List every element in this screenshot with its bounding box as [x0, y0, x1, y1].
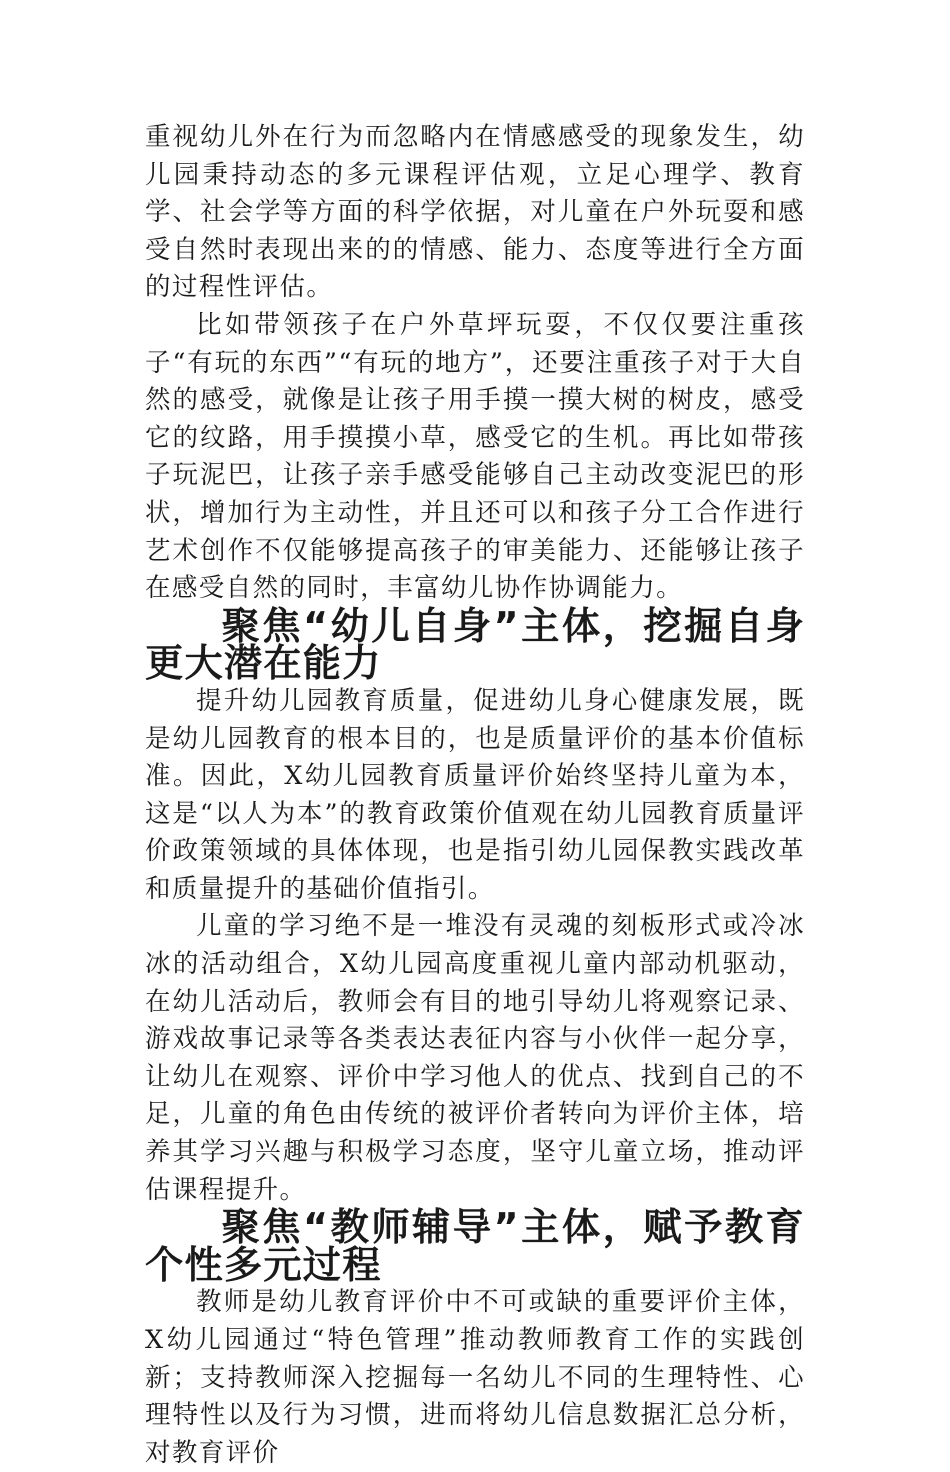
paragraph-continued: 重视幼儿外在行为而忽略内在情感感受的现象发生，幼儿园秉持动态的多元课程评估观，立足心理学、教育学、社会学等方面的科学依据，对儿童在户外玩耍和感受自然时表现出来的的情感、能力、态度等进行全方面的过程性评估。 — [145, 122, 805, 303]
paragraph-intrinsic-motivation: 儿童的学习绝不是一堆没有灵魂的刻板形式或冷冰冰的活动组合，X幼儿园高度重视儿童内部动机驱动，在幼儿活动后，教师会有目的地引导幼儿将观察记录、游戏故事记录等各类表达表征内容与小伙伴一起分享，让幼儿在观察、评价中学习他人的优点、找到自己的不足，儿童的角色由传统的被评价者转向为评价主体，培养其学习兴趣与积极学习态度，坚守儿童立场，推动评估课程提升。 — [145, 911, 805, 1205]
section-heading-teacher-subject: 聚焦“教师辅导”主体，赋予教育个性多元过程 — [145, 1205, 805, 1288]
paragraph-teacher-evaluation: 教师是幼儿教育评价中不可或缺的重要评价主体，X幼儿园通过“特色管理”推动教师教育工作的实践创新；支持教师深入挖掘每一名幼儿不同的生理特性、心理特性以及行为习惯，进而将幼儿信息数据汇总分析，对教育评价 — [145, 1287, 805, 1468]
paragraph-outdoor-examples: 比如带领孩子在户外草坪玩耍，不仅仅要注重孩子“有玩的东西”“有玩的地方”，还要注重孩子对于大自然的感受，就像是让孩子用手摸一摸大树的树皮，感受它的纹路，用手摸摸小草，感受它的生机。再比如带孩子玩泥巴，让孩子亲手感受能够自己主动改变泥巴的形状，增加行为主动性，并且还可以和孩子分工合作进行艺术创作不仅能够提高孩子的审美能力、还能够让孩子在感受自然的同时，丰富幼儿协作协调能力。 — [145, 309, 805, 604]
document-page — [145, 119, 805, 1472]
section-heading-child-subject: 聚焦“幼儿自身”主体，挖掘自身更大潜在能力 — [145, 603, 805, 687]
paragraph-quality-goal: 提升幼儿园教育质量，促进幼儿身心健康发展，既是幼儿园教育的根本目的，也是质量评价的基本价值标准。因此，X幼儿园教育质量评价始终坚持儿童为本，这是“以人为本”的教育政策价值观在幼儿园教育质量评价政策领域的具体体现，也是指引幼儿园保教实践改革和质量提升的基础价值指引。 — [145, 685, 805, 904]
